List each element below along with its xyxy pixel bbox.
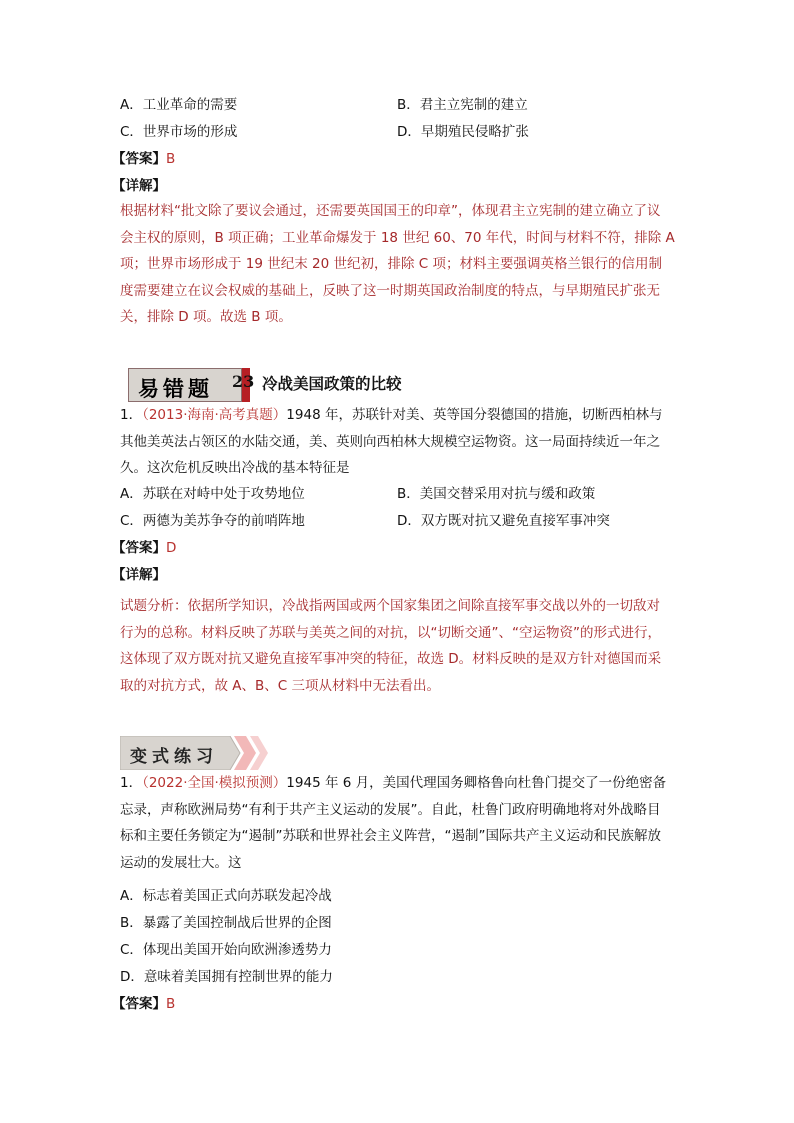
explanation-line: 试题分析：依据所学知识，冷战指两国或两个国家集团之间除直接军事交战以外的一切敌对 xyxy=(120,598,660,614)
banner-label: 易错题 xyxy=(138,376,213,401)
option-c: C．世界市场的形成 xyxy=(120,124,238,140)
question-line: 1948 年，苏联针对美、英等国分裂德国的措施，切断西柏林与 xyxy=(286,407,663,423)
answer-row xyxy=(112,995,175,1013)
question-number: 1． xyxy=(120,407,143,423)
explanation-block xyxy=(120,198,680,331)
option-b: B．暴露了美国控制战后世界的企图 xyxy=(120,915,332,931)
question-source: （2013·海南·高考真题） xyxy=(142,407,287,423)
question-line: 1945 年 6 月，美国代理国务卿格鲁向杜鲁门提交了一份绝密备 xyxy=(286,775,667,791)
answer-label: 【答案】 xyxy=(112,151,166,167)
answer-label: 【答案】 xyxy=(112,540,166,556)
option-d: D．早期殖民侵略扩张 xyxy=(397,124,529,140)
explanation-line: 取的对抗方式，故 A、B、C 三项从材料中无法看出。 xyxy=(120,677,441,694)
answer-value: D xyxy=(166,540,177,556)
question-first-line xyxy=(120,402,680,429)
explanation-line: 项；世界市场形成于 19 世纪末 20 世纪初，排除 C 项；材料主要强调英格兰银行的信用制 xyxy=(120,256,663,272)
question-line: 久。这次危机反映出冷战的基本特征是 xyxy=(120,460,350,476)
option-b: B．美国交替采用对抗与缓和政策 xyxy=(397,486,596,502)
question-line: 其他美英法占领区的水陆交通，美、英则向西柏林大规模空运物资。这一局面持续近一年之 xyxy=(120,433,660,450)
answer-row xyxy=(112,150,175,168)
option-d: D．双方既对抗又避免直接军事冲突 xyxy=(397,513,610,529)
explanation-line: 关，排除 D 项。故选 B 项。 xyxy=(120,309,292,325)
banner-label: 变式练习 xyxy=(130,747,218,767)
question-block xyxy=(120,770,680,876)
explanation-line: 根据材料“批文除了要议会通过，还需要英国国王的印章”，体现君主立宪制的建立确立了议 xyxy=(120,203,661,219)
question-line: 标和主要任务锁定为“遏制”苏联和世界社会主义阵营，“遏制”国际共产主义运动和民族解放 xyxy=(120,828,661,844)
detail-label: 【详解】 xyxy=(112,178,166,194)
answer-value: B xyxy=(166,151,176,167)
question-line: 运动的发展壮大。这 xyxy=(120,854,242,871)
option-c: C．两德为美苏争夺的前哨阵地 xyxy=(120,513,305,529)
question-line: 忘录，声称欧洲局势“有利于共产主义运动的发展”。自此，杜鲁门政府明确地将对外战略目 xyxy=(120,801,661,818)
option-a: A．标志着美国正式向苏联发起冷战 xyxy=(120,888,332,904)
question-block xyxy=(120,402,680,482)
explanation-line: 这体现了双方既对抗又避免直接军事冲突的特征，故选 D。材料反映的是双方针对德国而采 xyxy=(120,651,662,667)
error-prone-banner xyxy=(128,368,242,402)
option-a: A．工业革命的需要 xyxy=(120,97,238,113)
explanation-line: 行为的总称。材料反映了苏联与美英之间的对抗，以“切断交通”、“空运物资”的形式进行， xyxy=(120,624,661,641)
question-number: 1． xyxy=(120,775,143,791)
answer-label: 【答案】 xyxy=(112,996,166,1012)
explanation-line: 会主权的原则，B 项正确；工业革命爆发于 18 世纪 60、70 年代，时间与材料不符，排除 A xyxy=(120,229,675,246)
answer-value: B xyxy=(166,996,176,1012)
option-d: D．意味着美国拥有控制世界的能力 xyxy=(120,969,333,985)
option-c: C．体现出美国开始向欧洲渗透势力 xyxy=(120,942,332,958)
option-b: B．君主立宪制的建立 xyxy=(397,97,528,113)
variant-practice-banner xyxy=(120,736,270,770)
explanation-block xyxy=(120,593,680,699)
question-source: （2022·全国·模拟预测） xyxy=(142,775,287,791)
question-first-line xyxy=(120,770,680,797)
answer-row xyxy=(112,539,176,557)
explanation-line: 度需要建立在议会权威的基础上，反映了这一时期英国政治制度的特点，与早期殖民扩张无 xyxy=(120,282,660,299)
option-a: A．苏联在对峙中处于攻势地位 xyxy=(120,486,305,502)
detail-label: 【详解】 xyxy=(112,567,166,583)
banner-title: 冷战美国政策的比较 xyxy=(262,374,402,393)
banner-number: 23 xyxy=(232,372,255,391)
